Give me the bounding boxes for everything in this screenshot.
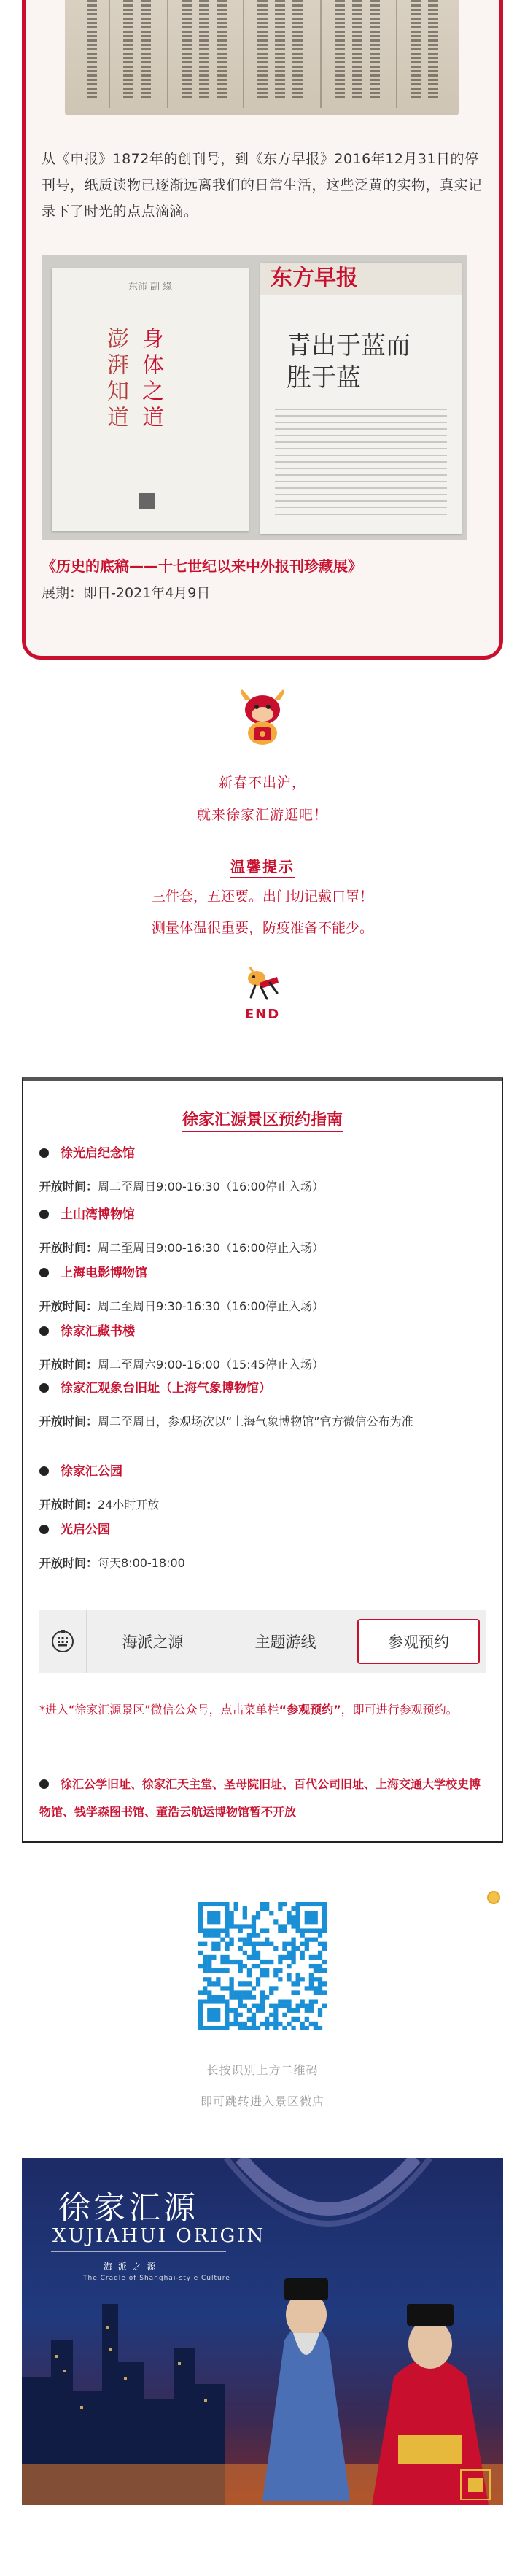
hours-label: 开放时间： bbox=[39, 1358, 98, 1372]
hours-label: 开放时间： bbox=[39, 1498, 98, 1512]
page-header-text: 东沛 副 缘 bbox=[128, 282, 173, 293]
tips-title bbox=[0, 855, 525, 876]
ox-running-icon bbox=[245, 967, 281, 1000]
end-label: END bbox=[244, 1007, 281, 1022]
hours-label: 开放时间： bbox=[39, 1415, 98, 1428]
newspaper-page-right bbox=[260, 263, 462, 534]
tips-line-1: 三件套，五还要。出门切记戴口罩！ bbox=[151, 889, 373, 905]
banner-subtitle: XUJIAHUI ORIGIN bbox=[52, 2225, 266, 2247]
venue-name: 徐家汇藏书楼 bbox=[39, 1320, 486, 1342]
banner-tagline-en: The Cradle of Shanghai-style Culture bbox=[83, 2275, 230, 2282]
venue-item bbox=[39, 1461, 486, 1517]
greeting-line-2: 就来徐家汇游逛吧！ bbox=[196, 807, 328, 823]
venue-item bbox=[39, 1519, 486, 1576]
vertical-text-right: 身体之道 bbox=[138, 327, 163, 432]
tips-line-2: 测量体温很重要，防疫准备不能少。 bbox=[151, 920, 373, 936]
qr-code-image bbox=[198, 1902, 327, 2030]
hours-value: 周二至周日9:00-16:30（16:00停止入场） bbox=[98, 1241, 324, 1255]
newspaper-archive-photo bbox=[65, 0, 459, 115]
hours-value: 周二至周日9:30-16:30（16:00停止入场） bbox=[98, 1299, 324, 1313]
banner-title: 徐家汇源 bbox=[58, 2189, 198, 2227]
newspaper-page-left bbox=[52, 268, 249, 531]
venue-item bbox=[39, 1204, 486, 1261]
hours-value: 每天8:00-18:00 bbox=[98, 1556, 185, 1570]
guide-title bbox=[23, 1107, 502, 1130]
newspaper-masthead: 东方早报 bbox=[260, 263, 462, 295]
venue-hours bbox=[39, 1236, 486, 1261]
venue-hours bbox=[39, 1551, 486, 1576]
venue-name: 徐家汇观象台旧址（上海气象博物馆） bbox=[39, 1377, 486, 1399]
small-qr-icon bbox=[139, 493, 155, 509]
note-text-bold: “参观预约” bbox=[279, 1703, 341, 1717]
hours-value: 周二至周日，参观场次以“上海气象博物馆”官方微信公布为准 bbox=[98, 1415, 413, 1428]
newspaper-pages-photo bbox=[42, 255, 467, 540]
venue-name: 光启公园 bbox=[39, 1519, 486, 1541]
venue-item bbox=[39, 1262, 486, 1319]
exhibition-intro-text: 从《申报》1872年的创刊号，到《东方早报》2016年12月31日的停刊号，纸质读物已逐渐远离我们的日常生活，这些泛黄的实物，真实记录下了时光的点点滴滴。 bbox=[42, 151, 483, 220]
note-text-post: ，即可进行参观预约。 bbox=[341, 1703, 458, 1717]
venue-name: 土山湾博物馆 bbox=[39, 1204, 486, 1226]
venue-hours bbox=[39, 1493, 486, 1517]
venue-hours bbox=[39, 1294, 486, 1319]
menu-tab-theme-routes[interactable]: 主题游线 bbox=[219, 1610, 351, 1673]
hours-label: 开放时间： bbox=[39, 1180, 98, 1194]
vertical-text-left: 澎湃知道 bbox=[103, 327, 128, 432]
hours-label: 开放时间： bbox=[39, 1556, 98, 1570]
reservation-note bbox=[39, 1698, 486, 1722]
venue-item bbox=[39, 1142, 486, 1199]
reservation-guide-card bbox=[22, 1077, 503, 1843]
venue-hours bbox=[39, 1175, 486, 1199]
venue-name: 徐家汇公园 bbox=[39, 1461, 486, 1482]
banner-tagline: 海 派 之 源 bbox=[104, 2262, 158, 2272]
wechat-menu-bar bbox=[39, 1610, 486, 1673]
greeting-line-1: 新春不出沪， bbox=[218, 775, 306, 791]
venue-item bbox=[39, 1320, 486, 1377]
menu-tab-haipai[interactable]: 海派之源 bbox=[86, 1610, 219, 1673]
newspaper-headline: 青出于蓝而胜于蓝 bbox=[287, 331, 411, 392]
floating-scroll-indicator[interactable] bbox=[487, 1891, 500, 1904]
venue-hours bbox=[39, 1409, 486, 1434]
closed-venues-notice: 徐汇公学旧址、徐家汇天主堂、圣母院旧址、百代公司旧址、上海交通大学校史博物馆、钱学森图书馆、董浩云航运博物馆暂不开放 bbox=[39, 1771, 486, 1826]
banner-divider bbox=[51, 2251, 226, 2252]
note-text-pre: *进入“徐家汇源景区”微信公众号，点击菜单栏 bbox=[39, 1703, 279, 1717]
hours-label: 开放时间： bbox=[39, 1241, 98, 1255]
guide-title-text: 徐家汇源景区预约指南 bbox=[182, 1111, 343, 1132]
xujiahui-origin-banner bbox=[22, 2158, 503, 2505]
exhibition-card bbox=[22, 0, 503, 660]
hours-label: 开放时间： bbox=[39, 1299, 98, 1313]
qr-caption-1: 长按识别上方二维码 bbox=[206, 2063, 319, 2077]
venue-name: 上海电影博物馆 bbox=[39, 1262, 486, 1284]
hours-value: 24小时开放 bbox=[98, 1498, 160, 1512]
hours-value: 周二至周日9:00-16:30（16:00停止入场） bbox=[98, 1180, 324, 1194]
venue-hours bbox=[39, 1353, 486, 1377]
venue-name: 徐光启纪念馆 bbox=[39, 1142, 486, 1164]
keyboard-icon-graphic bbox=[50, 1629, 75, 1654]
qr-caption-2: 即可跳转进入景区微店 bbox=[200, 2095, 324, 2108]
menu-tab-visit-reservation[interactable]: 参观预约 bbox=[357, 1619, 480, 1664]
newspaper-text-lines bbox=[275, 409, 447, 519]
venue-item bbox=[39, 1377, 486, 1434]
exhibition-title: 《历史的底稿——十七世纪以来中外报刊珍藏展》 bbox=[42, 557, 362, 575]
keyboard-icon[interactable] bbox=[39, 1610, 86, 1673]
ox-mascot-icon bbox=[235, 689, 290, 748]
hours-value: 周二至周六9:00-16:00（15:45停止入场） bbox=[98, 1358, 324, 1372]
tips-title-text: 温馨提示 bbox=[230, 858, 295, 878]
exhibition-period: 展期：即日-2021年4月9日 bbox=[42, 585, 211, 601]
